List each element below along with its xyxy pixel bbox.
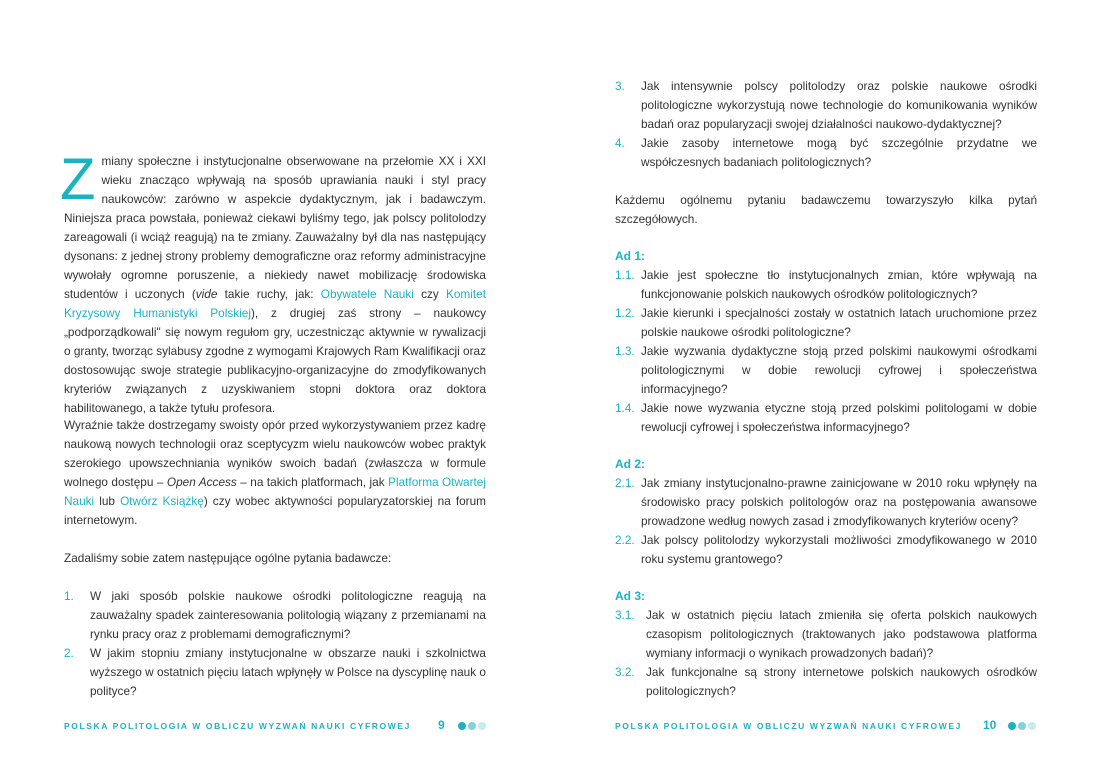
ad1-heading: Ad 1:: [615, 249, 645, 263]
item-text: Jakie wyzwania dydaktyczne stoją przed polskimi naukowymi ośrodkami politologicznymi w dobie rewolucji cyfrowej i społeczeństwa informacyjnego?: [641, 344, 1037, 396]
intro-text-c: czy: [413, 287, 446, 301]
item-text: Jakie jest społeczne tło instytucjonalnych zmian, które wpływają na funkcjonowanie polskich naukowych ośrodków politologicznych?: [641, 268, 1037, 301]
list-item: [615, 531, 1037, 569]
intro-detailed: Każdemu ogólnemu pytaniu badawczemu towarzyszyło kilka pytań szczegółowych.: [615, 193, 1037, 226]
dot-light: [1028, 722, 1036, 730]
list-item: [64, 587, 486, 644]
list-item: [615, 474, 1037, 531]
link-obywatele-nauki[interactable]: Obywatele Nauki: [320, 287, 414, 301]
open-access-italic: Open Access: [166, 475, 237, 489]
second-paragraph: [64, 416, 486, 530]
footer-title: POLSKA POLITOLOGIA W OBLICZU WYZWAŃ NAUKI CYFROWEJ: [615, 721, 962, 731]
item-text: W jakim stopniu zmiany instytucjonalne w obszarze nauki i szkolnictwa wyższego w ostatnich pięciu latach wpłynęły w Polsce na dyscyplinę nauk o polityce?: [90, 646, 486, 698]
item-number: 1.3.: [615, 344, 635, 358]
item-number: 4.: [615, 136, 625, 150]
list-item: [615, 304, 1037, 342]
item-text: W jaki sposób polskie naukowe ośrodki politologiczne reagują na zauważalny spadek zainteresowania politologią wiązany z przemianami na rynku pracy oraz z problemami demograficznymi?: [90, 589, 486, 641]
para2-text-d: ) czy wobec aktywności popularyzatorskiej na forum internetowym.: [64, 494, 486, 527]
link-otworz-ksiazke[interactable]: Otwórz Książkę: [120, 494, 204, 508]
item-text: Jak polscy politolodzy wykorzystali możliwości zmodyfikowanego w 2010 roku systemu grantowego?: [641, 533, 1037, 566]
link-komitet-kryzysowy[interactable]: Komitet Kryzysowy Humanistyki Polskiej: [64, 287, 486, 320]
intro-text-b: takie ruchy, jak:: [217, 287, 321, 301]
item-number: 2.2.: [615, 533, 635, 547]
item-number: 1.1.: [615, 268, 635, 282]
item-text: Jak w ostatnich pięciu latach zmieniła się oferta polskich naukowych czasopism politologicznych (traktowanych jako podstawowa platforma wymiany informacji o wynikach prowadzonych badań)?: [646, 608, 1037, 660]
item-text: Jakie zasoby internetowe mogą być szczególnie przydatne we współczesnych badaniach politologicznych?: [641, 136, 1037, 169]
page-dots: [1008, 722, 1036, 730]
item-number: 3.1.: [615, 608, 635, 622]
item-number: 1.2.: [615, 306, 635, 320]
item-text: Jakie nowe wyzwania etyczne stoją przed polskimi politologami w dobie rewolucji cyfrowej i społeczeństwa informacyjnego?: [641, 401, 1037, 434]
list-item: [615, 77, 1037, 134]
list-item: [615, 266, 1037, 304]
dot-dark: [1008, 722, 1016, 730]
item-number: 3.2.: [615, 665, 635, 679]
item-number: 3.: [615, 79, 625, 93]
item-text: Jakie kierunki i specjalności zostały w ostatnich latach uruchomione przez polskie naukowe ośrodki politologiczne?: [641, 306, 1037, 339]
list-item: [615, 663, 1037, 701]
intro-paragraph: [60, 147, 487, 418]
list-item: [615, 342, 1037, 399]
dot-mid: [468, 722, 476, 730]
page-dots: [458, 722, 486, 730]
list-item: [615, 606, 1037, 663]
ad3-heading: Ad 3:: [615, 589, 645, 603]
page-number: 9: [438, 718, 445, 732]
item-number: 2.1.: [615, 476, 635, 490]
third-paragraph: Zadaliśmy sobie zatem następujące ogólne pytania badawcze:: [64, 551, 392, 565]
dot-dark: [458, 722, 466, 730]
para2-text-c: lub: [94, 494, 121, 508]
item-text: Jak funkcjonalne są strony internetowe polskich naukowych ośrodków politologicznych?: [646, 665, 1037, 698]
drop-cap: Z: [60, 147, 96, 212]
item-number: 1.4.: [615, 401, 635, 415]
right-page: [550, 0, 1100, 778]
dot-light: [478, 722, 486, 730]
dot-mid: [1018, 722, 1026, 730]
para2-text-b: – na takich platformach, jak: [236, 475, 389, 489]
footer-title: POLSKA POLITOLOGIA W OBLICZU WYZWAŃ NAUKI CYFROWEJ: [64, 721, 411, 731]
item-text: Jak zmiany instytucjonalno-prawne zainicjowane w 2010 roku wpłynęły na środowisko pracy polskich politologów oraz na postępowania awansowe prowadzone według nowych zasad i zmodyfikowanych kryteriów oceny?: [641, 476, 1037, 528]
item-number: 1.: [64, 589, 74, 603]
list-item: [615, 399, 1037, 437]
list-item: [64, 644, 486, 701]
intro-text-a: miany społeczne i instytucjonalne obserwowane na przełomie XX i XXI wieku znacząco wpływają na sposób uprawiania nauki i styl pracy naukowców: zarówno w aspekcie dydaktycznym, jak i badawczym. Niniejsza praca powstała, ponieważ ciekawi byliśmy tego, jak polscy politolodzy zareagowali (i wciąż reagują) na te zmiany. Zauważalny był dla nas następujący dysonans: z jednej strony problemy demograficzne oraz reformy administracyjne wywołały ogromne poruszenie, a niekiedy nawet mobilizację środowiska studentów i uczonych (: [64, 154, 486, 301]
item-text: Jak intensywnie polscy politolodzy oraz polskie naukowe ośrodki politologiczne wykorzystują nowe technologie do komunikowania wyników badań oraz popularyzacji swojej działalności naukowo-dydaktycznej?: [641, 79, 1037, 131]
list-item: [615, 134, 1037, 172]
link-platforma-otwartej-nauki[interactable]: Platforma Otwartej Nauki: [64, 475, 486, 508]
item-number: 2.: [64, 646, 74, 660]
page-number: 10: [983, 718, 997, 732]
vide-italic: vide: [195, 287, 218, 301]
para2-text-a: Wyraźnie także dostrzegamy swoisty opór przed wykorzystywaniem przez kadrę naukową nowych technologii oraz sceptycyzm wielu naukowców wobec praktyk szerokiego upowszechniania wyników swoich badań (zwłaszcza w formule wolnego dostępu –: [64, 418, 486, 489]
intro-text-d: ), z drugiej zaś strony – naukowcy „podporządkowali" się nowym regułom gry, uczestnicząc aktywnie w rywalizacji o granty, tworząc sylabusy zgodne z wymogami Krajowych Ram Kwalifikacji oraz dostosowując swoje strategie publikacyjno-organizacyjne do zmodyfikowanych kryteriów związanych z uzyskiwaniem stopni doktora oraz doktora habilitowanego, a także tytułu profesora.: [64, 306, 487, 415]
ad2-heading: Ad 2:: [615, 457, 645, 471]
